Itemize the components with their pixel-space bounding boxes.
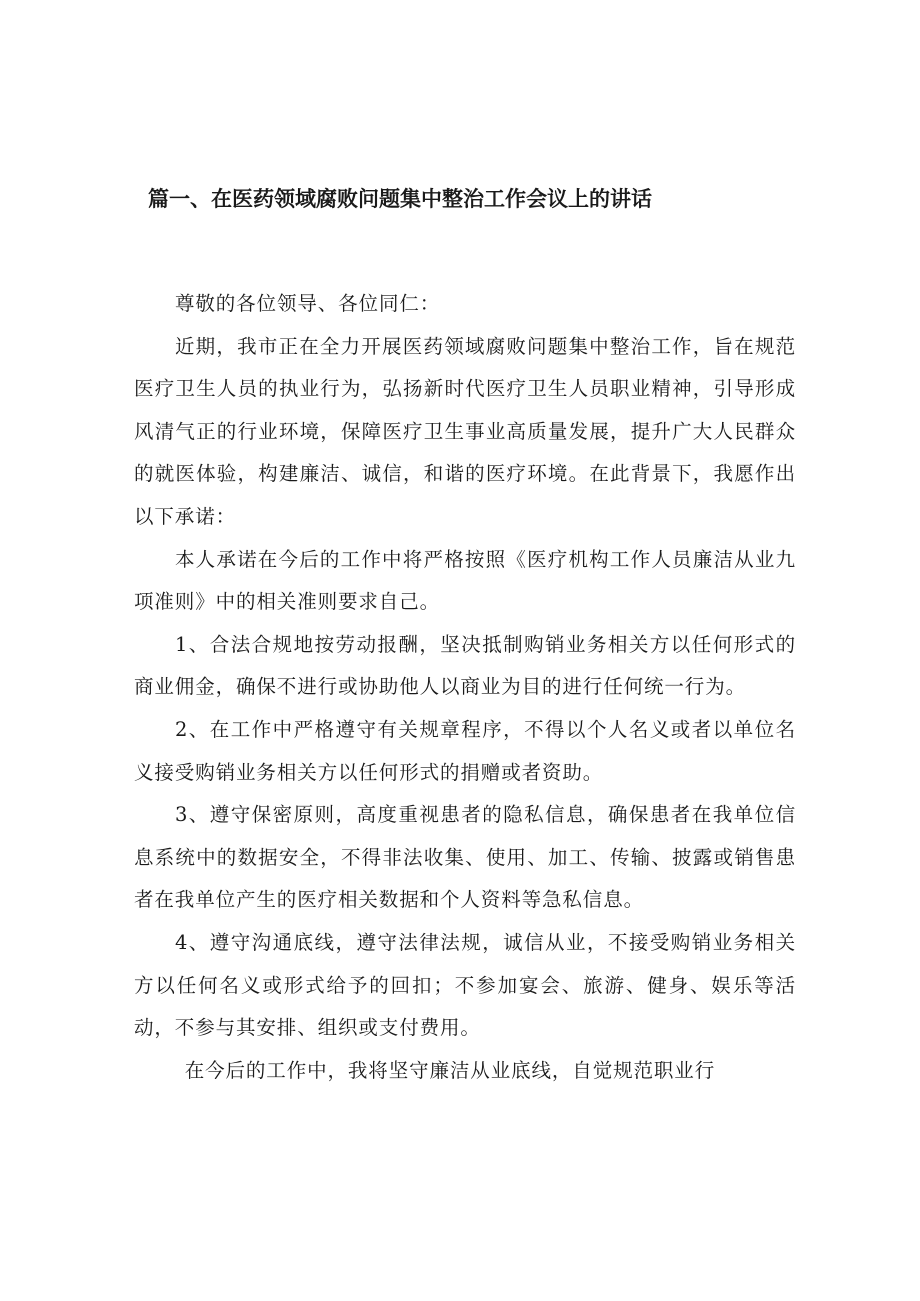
paragraph-closing: 在今后的工作中，我将坚守廉洁从业底线，自觉规范职业行 (184, 1058, 716, 1082)
paragraph-item-1: 1、合法合规地按劳动报酬，坚决抵制购销业务相关方以任何形式的商业佣金，确保不进行或协助他人以商业为目的进行任何统一行为。 (134, 632, 796, 699)
document-title: 篇一、在医药领域腐败问题集中整治工作会议上的讲话 (148, 187, 652, 211)
document-body (134, 283, 796, 1092)
paragraph-commitment: 本人承诺在今后的工作中将严格按照《医疗机构工作人员廉洁从业九项准则》中的相关准则要求自己。 (134, 547, 796, 614)
paragraph-item-2: 2、在工作中严格遵守有关规章程序，不得以个人名义或者以单位名义接受购销业务相关方以任何形式的捐赠或者资助。 (134, 717, 796, 784)
paragraph-item-3: 3、遵守保密原则，高度重视患者的隐私信息，确保患者在我单位信息系统中的数据安全，不得非法收集、使用、加工、传输、披露或销售患者在我单位产生的医疗相关数据和个人资料等急私信息。 (134, 803, 796, 912)
paragraph-background: 近期，我市正在全力开展医药领域腐败问题集中整治工作，旨在规范医疗卫生人员的执业行为，弘扬新时代医疗卫生人员职业精神，引导形成风清气正的行业环境，保障医疗卫生事业高质量发展，提升广大人民群众的就医体验，构建廉洁、诚信，和谐的医疗环境。在此背景下，我愿作出以下承诺： (134, 334, 796, 528)
paragraph-item-4: 4、遵守沟通底线，遵守法律法规，诚信从业，不接受购销业务相关方以任何名义或形式给予的回扣；不参加宴会、旅游、健身、娱乐等活动，不参与其安排、组织或支付费用。 (134, 930, 796, 1040)
salutation: 尊敬的各位领导、各位同仁： (174, 292, 441, 315)
